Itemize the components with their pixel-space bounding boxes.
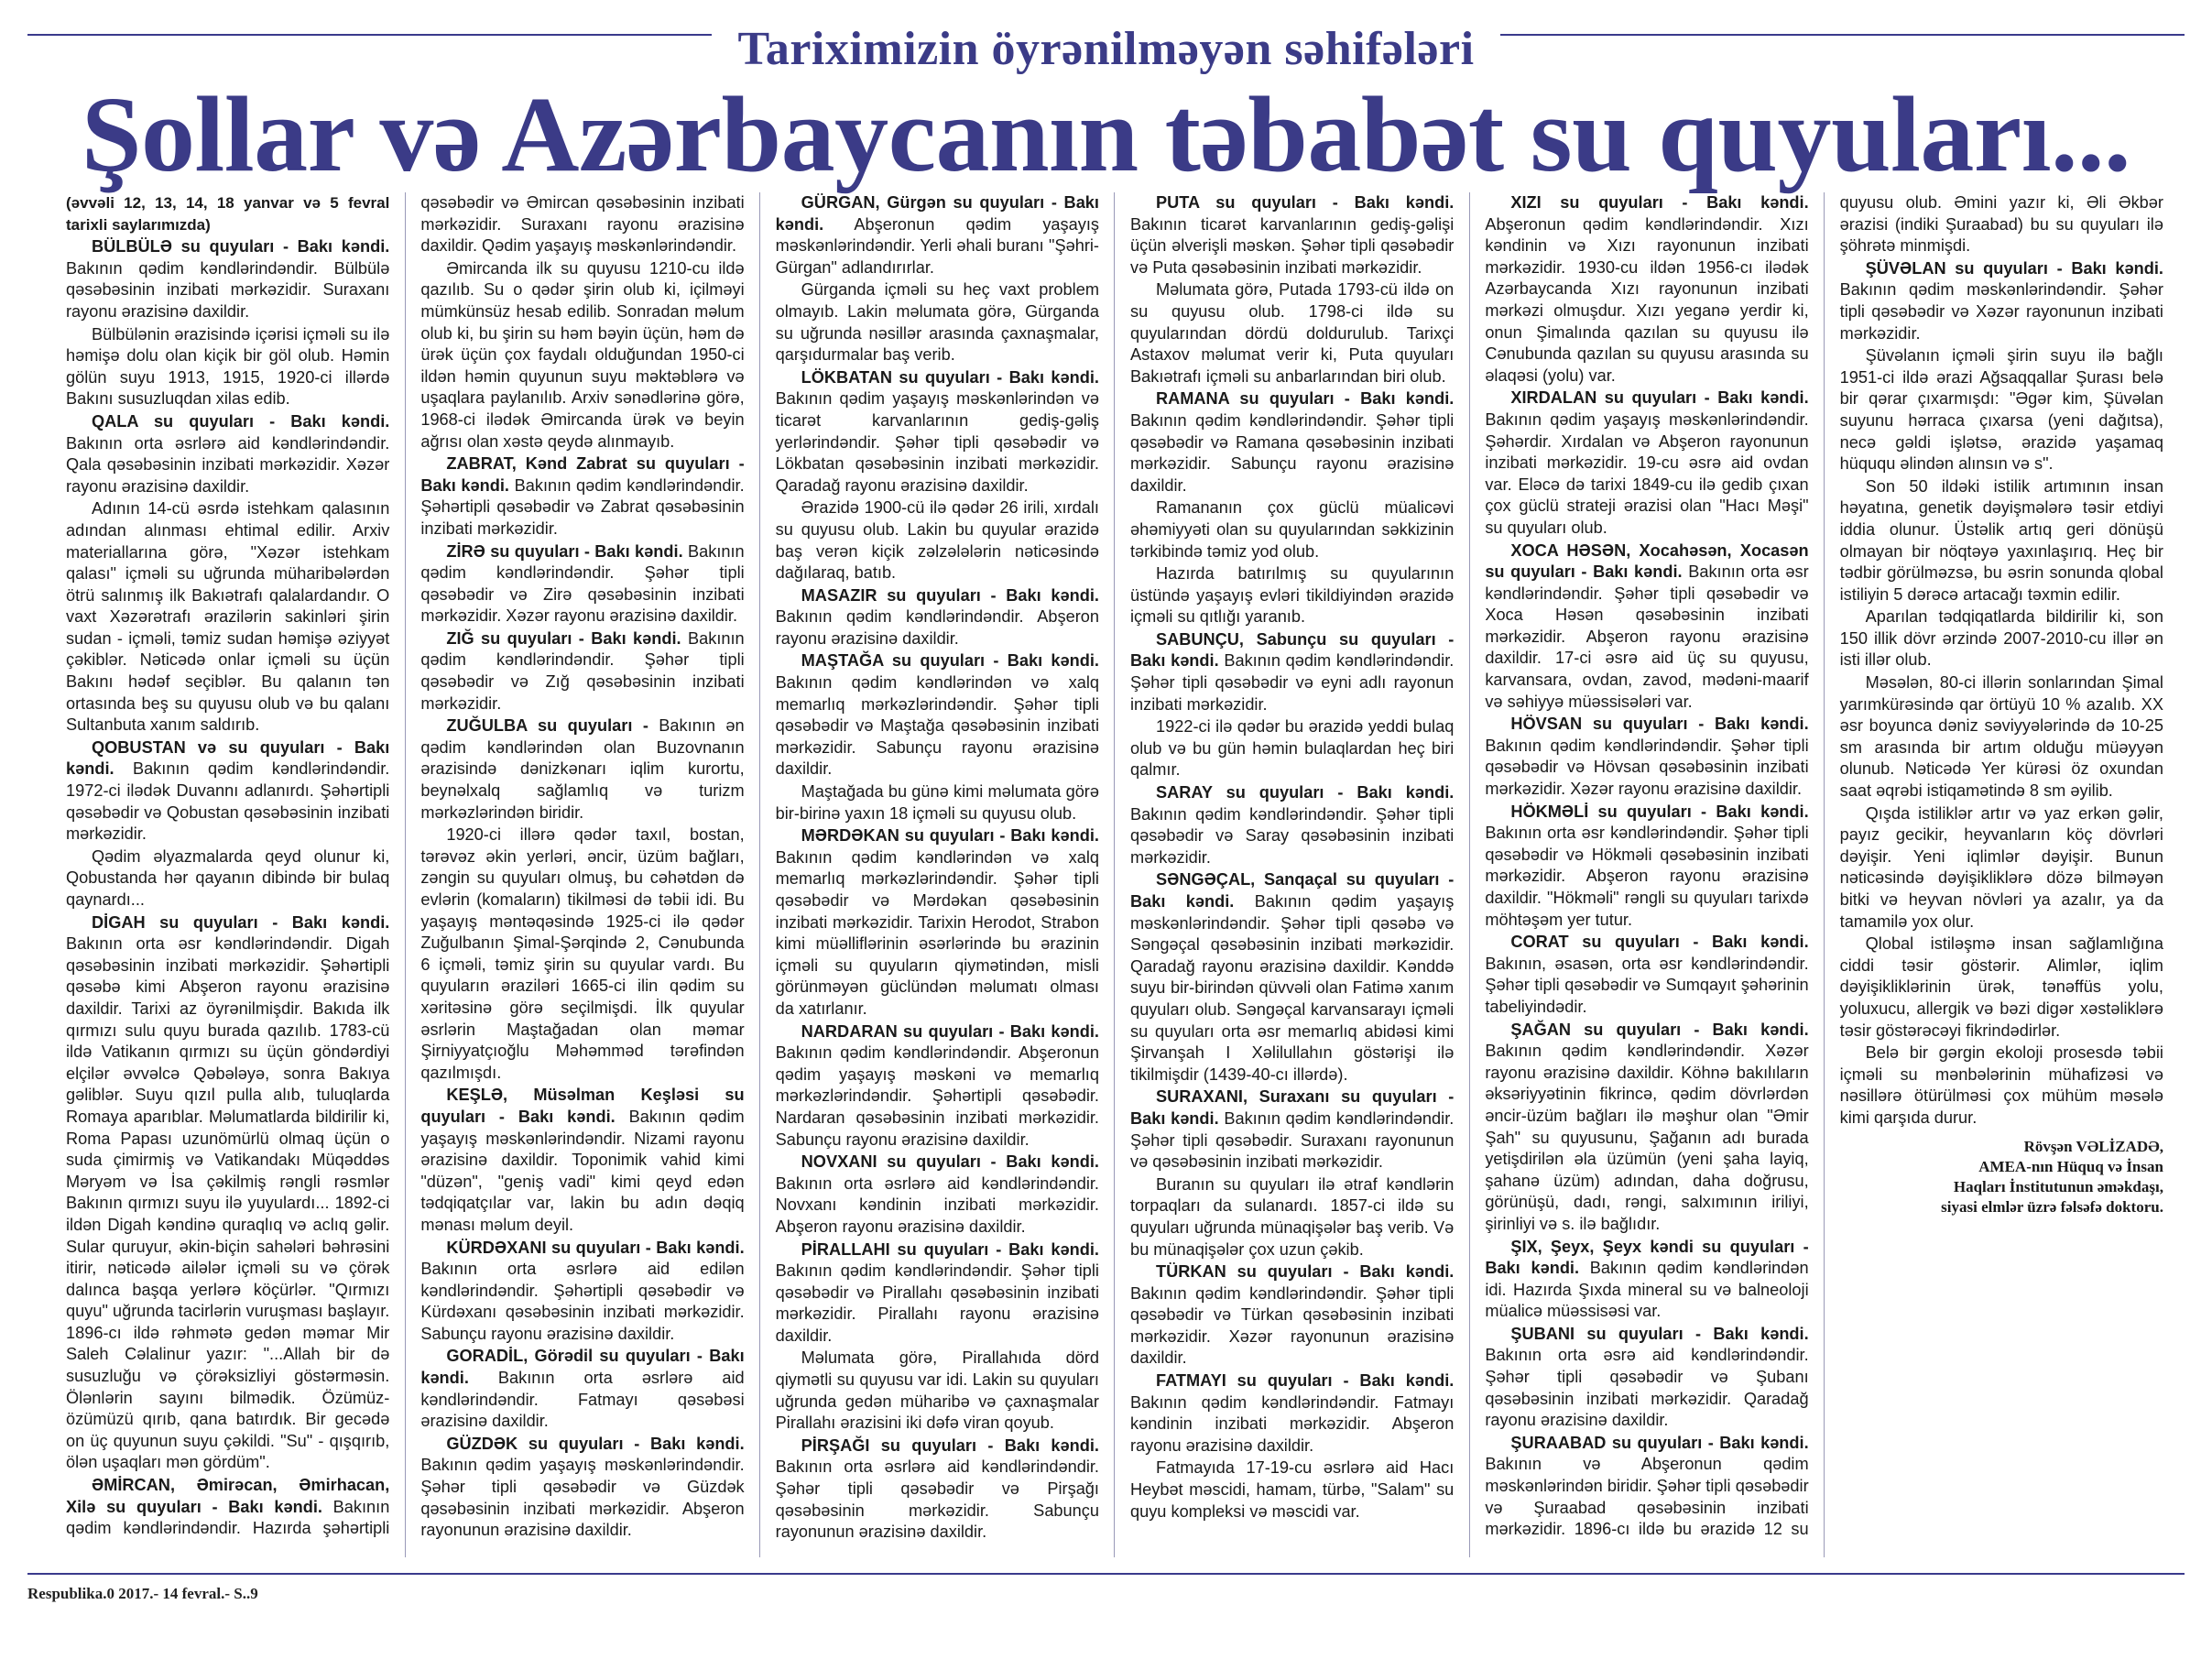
article-paragraph xyxy=(1840,258,2163,344)
paragraph-text: Bakının qədim yaşayış məskənlərindəndir. Şəhər tipli qəsəbə və Səngəçal qəsəbəsinin inzibati mərkəzidir. Qaradağ rayonu ərazisinə daxildir. Kənddə suyu bir-birindən qüvvəli olan Fatimə xanım quyuları olub. Səngəçal karvansarayı içməli su quyuları orta əsr memarlıq abidəsi kimi Şirvanşah I Xəlilullahın göstərişi ilə tikilmişdir (1439-40-cı illərdə). xyxy=(1129,892,1455,1084)
article-paragraph xyxy=(1840,476,2163,606)
article-paragraph xyxy=(1485,387,1808,539)
article-paragraph xyxy=(66,737,389,846)
paragraph-text: Bakının qədim kəndlərindəndir. Şəhər tipli qəsəbədir və Türkan qəsəbəsinin inzibati mərkəzidir. Xəzər rayonunun ərazisinə daxildir. xyxy=(1129,1283,1455,1368)
article-paragraph xyxy=(420,1346,744,1432)
entry-heading: SABUNÇU, Sabunçu su quyuları - Bakı kəndi. xyxy=(1129,629,1455,671)
article-paragraph xyxy=(420,715,744,824)
paragraph-text: Bakının orta əsrlərə aid edilən kəndlərindəndir. Şəhərtipli qəsəbədir və Kürdəxanı qəsəbəsinin inzibati mərkəzidir. Sabunçu rayonu ərazisinə daxildir. xyxy=(420,1260,745,1343)
paragraph-text: Bakının qədim kəndlərindəndir. Şəhər tipli qəsəbədir. Suraxanı rayonunun və qəsəbəsinin inzibati mərkəzidir. xyxy=(1129,1108,1455,1172)
entry-heading: QOBUSTAN və su quyuları - Bakı kəndi. xyxy=(66,737,390,779)
article-paragraph xyxy=(776,367,1099,497)
article-paragraph xyxy=(1840,803,2163,933)
paragraph-text: Abşeronun qədim kəndlərindəndir. Xızı kəndinin və Xızı rayonunun inzibati mərkəzidir. 1930-cu ildən 1956-cı ilədək Azərbaycanda Xızı rayonunun inzibati mərkəzi olmuşdur. Xızı yeganə yerdir ki, onun Şimalında qazılan su quyusu ilə Cənubunda qazılan su quyusu arasında su əlaqəsi (yolu) var. xyxy=(1485,214,1809,385)
article-paragraph xyxy=(66,236,389,322)
article-paragraph xyxy=(776,497,1099,584)
paragraph-text: Bakının orta əsrlərə aid kəndlərindəndir. Qala qəsəbəsinin inzibati mərkəzidir. Xəzər rayonu ərazisinə daxildir. xyxy=(66,433,390,496)
paragraph-text: 1922-ci ilə qədər bu ərazidə yeddi bulaq olub və bu gün həmin bulaqlardan heç biri qalmır. xyxy=(1129,717,1455,780)
entry-heading: PİRALLAHI su quyuları - Bakı kəndi. xyxy=(801,1239,1099,1259)
article-paragraph xyxy=(776,192,1099,278)
article-paragraph xyxy=(420,258,744,453)
article-paragraph xyxy=(1485,192,1808,387)
entry-heading: HÖVSAN su quyuları - Bakı kəndi. xyxy=(1510,715,1809,734)
article-paragraph xyxy=(1130,497,1454,562)
paragraph-text: Məsələn, 80-ci illərin sonlarından Şimal yarımkürəsində qar örtüyü 10 % azalıb. XX əsr boyunca dəniz səviyyələrində də 10-25 sm arasında bir artım olduğu müəyyən olunub. Nəticədə Yer kürəsi öz oxundan saat əqrəbi istiqamətində 8 sm əyilib. xyxy=(1839,673,2163,801)
article-paragraph xyxy=(420,628,744,715)
entry-heading: MƏRDƏKAN su quyuları - Bakı kəndi. xyxy=(801,826,1099,846)
entry-heading: ZIĞ su quyuları - Bakı kəndi. xyxy=(446,628,681,648)
paragraph-text: Ramananın çox güclü müalicəvi əhəmiyyəti olan su quyularından səkkizinin tərkibində təmiz yod olub. xyxy=(1129,498,1455,561)
paragraph-text: Bakının qədim yaşayış məskənlərindəndir. Nizami rayonu ərazisinə daxildir. Toponimik vahid kimi "düzən", "geniş vadi" kimi qeyd edən tədqiqatçılar var, lakin bu adın dəqiq mənası məlum deyil. xyxy=(420,1107,745,1234)
article-paragraph xyxy=(1130,388,1454,497)
paragraph-text: Məlumata görə, Pirallahıda dörd qiymətli su quyusu var idi. Lakin su quyuları uğrunda gedən müharibə və çaxnaşmalar Pirallahı ərazisini iki dəfə viran qoyub. xyxy=(775,1348,1099,1433)
paragraph-text: Bakının orta əsrlərə aid kəndlərindəndir. Şəhər tipli qəsəbədir və Pirşağı qəsəbəsinin mərkəzidir. Sabunçu rayonunun ərazisinə daxildir. xyxy=(775,1457,1099,1542)
entry-heading: FATMAYI su quyuları - Bakı kəndi. xyxy=(1155,1371,1455,1391)
entry-heading: SARAY su quyuları - Bakı kəndi. xyxy=(1155,783,1455,802)
article-paragraph xyxy=(776,650,1099,780)
entry-heading: QALA su quyuları - Bakı kəndi. xyxy=(92,411,390,431)
entry-heading: DİGAH su quyuları - Bakı kəndi. xyxy=(92,912,390,932)
article-paragraph xyxy=(66,324,389,410)
article-paragraph xyxy=(420,1238,744,1346)
article-paragraph xyxy=(1840,1042,2163,1129)
article-paragraph xyxy=(1485,540,1808,714)
paragraph-text: Hazırda batırılmış su quyularının üstündə yaşayış evləri tikildiyindən ərazidə içməli su qıtlığı yaranıb. xyxy=(1129,564,1455,627)
paragraph-text: Fatmayıda 17-19-cu əsrlərə aid Hacı Heybət məscidi, hamam, türbə, "Salam" su quyu kompleksi və məscidi var. xyxy=(1129,1458,1455,1521)
paragraph-text: Bakının ən qədim kəndlərindən olan Buzovnanın ərazisində dənizkənarı iqlim kurortu, beynəlxalq sağlamlıq və turizm mərkəzlərindən biridir. xyxy=(420,716,745,822)
article-paragraph xyxy=(1130,192,1454,278)
entry-heading: XIZI su quyuları - Bakı kəndi. xyxy=(1510,193,1809,212)
article-paragraph xyxy=(1130,716,1454,781)
entry-heading: TÜRKAN su quyuları - Bakı kəndi. xyxy=(1155,1262,1455,1282)
paragraph-text: Məlumata görə, Putada 1793-cü ildə on su quyusu olub. 1798-ci ildə su quyularından dördü doldurulub. Tarixçi Astaxov məlumat verir ki, Puta quyuları Bakıətrafı içməli su anbarlarından biri olub. xyxy=(1129,280,1455,386)
paragraph-text: Bakının qədim kəndlərindəndir. Xəzər rayonu ərazisinə daxildir. Köhnə bakılıların əksəriyyətinin fikrincə, qədim dövrlərdən əncir-üzüm bağları ilə məşhur olan "Əmir Şah" su quyusunu, Şağanın adı burada yetişdirilən əla üzümün (yeni şaha layiq, şahanə üzüm) adından, daha doğrusu, görünüşü, dadı, rəngi, salxımının iriliyi, şirinliyi və s. ilə bağlıdır. xyxy=(1485,1042,1809,1233)
article-paragraph xyxy=(1130,869,1454,1086)
paragraph-text: Bakının ticarət karvanlarının gediş-gəlişi üçün əlverişli məskən. Şəhər tipli qəsəbədir və Puta qəsəbəsinin inzibati mərkəzidir. xyxy=(1129,214,1455,277)
author-affiliation-1: AMEA-nın Hüquq və İnsan xyxy=(1978,1157,2163,1175)
article-body xyxy=(66,192,2163,1557)
paragraph-text: Bakının qədim kəndlərindəndir. Abşeronun qədim yaşayış məskəni və memarlıq mərkəzlərindəndir. Şəhərtipli qəsəbədir. Nardaran qəsəbəsinin inzibati mərkəzidir. Sabunçu rayonu ərazisinə daxildir. xyxy=(775,1043,1099,1149)
paragraph-text: Bakının, əsasən, orta əsr kəndlərindəndir. Şəhər tipli qəsəbədir və Sumqayıt şəhərinin tabeliyindədir. xyxy=(1485,954,1809,1016)
article-paragraph xyxy=(776,1021,1099,1152)
entry-heading: GÜRGAN, Gürgən su quyuları - Bakı kəndi. xyxy=(775,193,1099,234)
paragraph-text: Bakının orta əsr kəndlərindəndir. Digah qəsəbəsinin inzibati mərkəzidir. Şəhərtipli qəsəbə kimi Abşeron rayonu ərazisinə daxildir. Tarixi az öyrənilmişdir. Bakıda ilk qırmızı sulu quyu burada qazılıb. 1783-cü ildə Vatikanın qırmızı su üçün göndərdiyi elçilər əvvəlcə Qəbələyə, sonra Bakıya gəliblər. Suyu qızıl pulla alıb, tuluqlarda Romaya aparıblar. Məlumatlarda bildirilir ki, Roma Papası uzunömürlü olmaq üçün o suda çimirmiş və Vatikandakı Müqəddəs Məryəm və İsa çəkilmiş rəngli rəsmlər Bakının qırmızı suyu ilə yuyulardı... 1892-ci ildən Digah kəndinə quraqlıq və aclıq gəlir. Sular quruyur, əkin-biçin sahələri bəhrəsini itirir, nəticədə ailələr içməli su və çörək dalınca başqa yerlərə köçürlər. "Qırmızı quyu" uğrunda tacirlərin vuruşması başlayır. 1896-cı ildə rəhmətə gedən məmar Mir Saleh Cəlalinur yazır: "...Allah bir də susuzluğu və çörəksizliyi göstərməsin. Ölənlərin sayını bilmədik. Özümüz-özümüzü qırıb, qana batırdık. Bir gecədə on üç quyunun suyu çəkildi. "Su" - qışqırıb, ölən uşaqları mən gördüm". xyxy=(66,934,390,1472)
entry-heading: GÜZDƏK su quyuları - Bakı kəndi. xyxy=(446,1434,745,1453)
author-byline xyxy=(1840,1137,2163,1217)
paragraph-text: Şüvəlanın içməli şirin suyu ilə bağlı 1951-ci ildə ərazi Ağsaqqallar Şurası belə bir qərar çıxarmışdı: "Əgər kim, Şüvəlan suyunu hərraca çıxarsa (yeni dağıtsa), necə gəldi işlətsə, ərazidə yaşamaq hüququ əlindən alınsın və s". xyxy=(1839,346,2163,474)
entry-heading: ƏMİRCAN, Əmirəcan, Əmirhacan, Xilə su quyuları - Bakı kəndi. xyxy=(66,1476,390,1516)
entry-heading: KÜRDƏXANI su quyuları - Bakı kəndi. xyxy=(446,1238,745,1257)
paragraph-text: Bakının qədim kəndlərindən və xalq memarlıq mərkəzlərindəndir. Şəhər tipli qəsəbədir və Mərdəkan qəsəbəsinin inzibati mərkəzidir. Tarixin Herodot, Strabon kimi müəlliflərinin əsərlərində bu ərazinin içməli su quyuların qiymətindən, misli görünməyən güclündən məlumatı olması da xatırlanır. xyxy=(775,847,1099,1018)
paragraph-text: Aparılan tədqiqatlarda bildirilir ki, son 150 illik dövr ərzində 2007-2010-cu illər ən isti illər olub. xyxy=(1839,607,2163,670)
paragraph-text: Bakının qədim kəndlərindəndir. 1972-ci ilədək Duvannı adlanırdı. Şəhərtipli qəsəbədir və Qobustan qəsəbəsinin inzibati mərkəzidir. xyxy=(66,759,390,844)
paragraph-text: Bakının qədim kəndlərindəndir. Hazırda şəhərtipli qəsəbədir və Əmircan qəsəbəsinin inzibati mərkəzidir. Suraxanı rayonu ərazisinə daxildir. Qədim yaşayış məskənlərindəndir. xyxy=(66,193,745,1538)
article-paragraph xyxy=(420,824,744,1084)
paragraph-text: Bakının orta əsr kəndlərindəndir. Şəhər tipli qəsəbədir və Hökməli qəsəbəsinin inzibati mərkəzidir. Abşeron rayonu ərazisinə daxildir. "Hökməli" rəngli su quyuları tarixdə möhtəşəm yer tutur. xyxy=(1485,824,1809,929)
article-paragraph xyxy=(66,411,389,497)
article-paragraph xyxy=(1130,563,1454,628)
entry-heading: SƏNGƏÇAL, Sanqaçal su quyuları - Bakı kəndi. xyxy=(1129,870,1455,911)
section-rubric xyxy=(0,22,2212,76)
entry-heading: NOVXANI su quyuları - Bakı kəndi. xyxy=(801,1152,1099,1172)
paragraph-text: Bakının qədim kəndlərindəndir. Şəhər tipli qəsəbədir və Pirallahı qəsəbəsinin inzibati mərkəzidir. Pirallahı rayonu ərazisinə daxildir. xyxy=(775,1261,1099,1345)
entry-heading: ŞUBANI su quyuları - Bakı kəndi. xyxy=(1510,1324,1809,1343)
paragraph-text: Bakının qədim kəndlərindəndir. Bülbülə qəsəbəsinin inzibati mərkəzidir. Suraxanı rayonu ərazisinə daxildir. xyxy=(66,258,390,321)
paragraph-text: Bakının orta əsrə aid kəndlərindəndir. Şəhər tipli qəsəbədir və Şubanı qəsəbəsinin inzibati mərkəzidir. Qaradağ rayonu ərazisinə daxildir. xyxy=(1485,1346,1809,1430)
article-paragraph xyxy=(776,1348,1099,1434)
author-name: Rövşən VƏLİZADƏ, xyxy=(2023,1137,2163,1155)
paragraph-text: Bakının qədim kəndlərindəndir. Şəhər tipli qəsəbədir və Zirə qəsəbəsinin inzibati mərkəzidir. Xəzər rayonu ərazisinə daxildir. xyxy=(420,541,745,626)
paragraph-text: Bakının orta əsr kəndlərindəndir. Şəhər tipli qəsəbədir və Xoca Həsən qəsəbəsinin inzibati mərkəzidir. Abşeron rayonu ərazisinə daxildir. 17-ci əsrə aid üç su quyusu, karvansara, ovdan, zavod, mədəni-maarif və səhiyyə müəssisələri var. xyxy=(1485,562,1809,711)
author-affiliation-2: Haqları İnstitutunun əməkdaşı, xyxy=(1953,1177,2163,1195)
entry-heading: HÖKMƏLİ su quyuları - Bakı kəndi. xyxy=(1510,802,1809,821)
paragraph-text: Bakının qədim kəndlərindəndir. Şəhər tipli qəsəbədir və Ramana qəsəbəsinin inzibati mərkəzidir. Sabunçu rayonu ərazisinə daxildir. xyxy=(1129,410,1455,495)
paragraph-text: Maştağada bu günə kimi məlumata görə bir-birinə yaxın 18 içməli su quyusu olub. xyxy=(775,782,1099,823)
article-paragraph xyxy=(1485,802,1808,932)
paragraph-text: Bakının qədim yaşayış məskənlərindəndir. Şəhərdir. Xırdalan və Abşeron rayonunun inzibati mərkəzidir. 19-cu əsrə aid ovdan var. Eləcə də tarixi 1849-cu ilə gedib çıxan çox güclü strateji ərazisi olan "Hacı Məşi" su quyuları olub. xyxy=(1485,409,1809,537)
article-paragraph xyxy=(1130,1086,1454,1173)
entry-heading: KEŞLƏ, Müsəlman Keşləsi su quyuları - Bakı kəndi. xyxy=(420,1086,745,1126)
paragraph-text: Qlobal istiləşmə insan sağlamlığına ciddi təsir göstərir. Alimlər, iqlim dəyişikliklərinin ürək, tənəffüs yolu, yoluxucu, allergik və bəzi digər xəstəliklərə təsir göstərəcəyi fikrindədirlər. xyxy=(1839,934,2163,1040)
entry-heading: LÖKBATAN su quyuları - Bakı kəndi. xyxy=(801,367,1099,387)
entry-heading: SURAXANI, Suraxanı su quyuları - Bakı kəndi. xyxy=(1129,1087,1455,1128)
entry-heading: GORADİL, Görədil su quyuları - Bakı kəndi. xyxy=(420,1347,745,1388)
entry-heading: MAŞTAĞA su quyuları - Bakı kəndi. xyxy=(801,651,1099,671)
paragraph-text: Qədim əlyazmalarda qeyd olunur ki, Qobustanda hər qayanın dibində bir bulaq qaynardı... xyxy=(66,846,390,909)
paragraph-text: Bakının qədim kəndlərindəndir. Şəhər tipli qəsəbədir və eyni adlı rayonun inzibati mərkəzidir. xyxy=(1129,651,1455,714)
paragraph-text: Bakının qədim məskənlərindəndir. Şəhər tipli qəsəbədir və Xəzər rayonunun inzibati mərkəzidir. xyxy=(1839,280,2163,343)
article-paragraph xyxy=(1130,279,1454,387)
article-paragraph xyxy=(776,825,1099,1020)
paragraph-text: 1920-ci illərə qədər taxıl, bostan, tərəvəz əkin yerləri, əncir, üzüm bağları, zəngin su quyuları olmuş, bu cəhətdən də evlərin (komaların) tikilməsi də təbii idi. Bu yaşayış məntəqəsində 1925-ci ilə qədər Zuğulbanın Şimal-Şərqində 2, Cənubunda 6 içməli, təmiz şirin su quyular vardı. Bu quyuların əraziləri 1665-ci ilin qədim su xəritəsinə görə seçilmişdi. İlk quyular əsrlərin Maştağadan olan məmar Şirniyyatçıoğlu Məhəmməd tərəfindən qazılmışdı. xyxy=(420,825,745,1082)
paragraph-text: Bakının qədim kəndlərindəndir. Şəhər tipli qəsəbədir və Saray qəsəbəsinin inzibati mərkəzidir. xyxy=(1129,804,1455,867)
article-paragraph xyxy=(1130,1457,1454,1523)
paragraph-text: Belə bir gərgin ekoloji prosesdə təbii içməli su mənbələrinin mühafizəsi və nəsillərə ötürülməsi çox mühüm məsələ kimi qarşıda durur. xyxy=(1839,1043,2163,1127)
entry-heading: XIRDALAN su quyuları - Bakı kəndi. xyxy=(1510,388,1809,408)
paragraph-text: Bülbülənin ərazisində içərisi içməli su ilə həmişə dolu olan kiçik bir göl olub. Həmin gölün suyu 1913, 1915, 1920-ci illərdə Bakını susuzluqdan xilas edib. xyxy=(66,324,390,409)
paragraph-text: Qışda istiliklər artır və yaz erkən gəlir, payız gecikir, heyvanların köç dövrləri dəyişir. Yeni iqlimlər dəyişir. Bunun nəticəsində dəyişikliklərə dözə bilməyən bitki və heyvan növləri ya azalır, ya da tamamilə yox olur. xyxy=(1839,803,2163,931)
paragraph-list xyxy=(66,192,2163,1557)
paragraph-text: Bakının qədim yaşayış məskənlərindən və ticarət karvanlarının gediş-gəliş yerlərindəndir. Şəhər tipli qəsəbədir və Lökbatan qəsəbəsinin inzibati mərkəzidir. Qaradağ rayonu ərazisinə daxildir. xyxy=(775,389,1099,495)
article-paragraph xyxy=(420,1434,744,1542)
article-paragraph xyxy=(1485,1020,1808,1236)
article-headline: Şollar və Azərbaycanın təbabət su quyuları... xyxy=(81,74,2131,194)
entry-heading: PİRŞAĞI su quyuları - Bakı kəndi. xyxy=(801,1435,1099,1455)
article-paragraph xyxy=(420,541,744,628)
article-paragraph xyxy=(1840,672,2163,802)
article-paragraph xyxy=(1130,629,1454,715)
entry-heading: ZABRAT, Kənd Zabrat su quyuları - Bakı kəndi. xyxy=(420,454,745,495)
paragraph-text: Bakının və Abşeronun qədim məskənlərindən biridir. Şəhər tipli qəsəbədir və Şuraabad qəsəbəsinin inzibati mərkəzidir. 1896-cı ildə bu ərazidə 12 su quyusu olub. Əmini yazır ki, Əli Əkbər ərazisi (indiki Şuraabad) bu su quyuları ilə şöhrətə minmişdi. xyxy=(1485,193,2163,1539)
paragraph-text: Bakının qədim kəndlərindəndir. Şəhərtipli qəsəbədir və Zabrat qəsəbəsinin inzibati mərkəzidir. xyxy=(420,475,745,538)
entry-heading: ZİRƏ su quyuları - Bakı kəndi. xyxy=(446,541,683,561)
article-paragraph xyxy=(776,585,1099,650)
entry-heading: CORAT su quyuları - Bakı kəndi. xyxy=(1510,933,1809,952)
paragraph-text: Abşeronun qədim yaşayış məskənlərindəndir. Yerli əhali buranı "Şəhri-Gürgan" adlandırırlar. xyxy=(775,214,1099,277)
bottom-rule xyxy=(27,1573,2185,1575)
article-paragraph xyxy=(776,1152,1099,1238)
article-paragraph xyxy=(66,846,389,911)
entry-heading: ŞIX, Şeyx, Şeyx kəndi su quyuları - Bakı kəndi. xyxy=(1485,1237,1809,1278)
article-paragraph xyxy=(1485,932,1808,1018)
entry-heading: XOCA HƏSƏN, Xocahəsən, Xocasən su quyuları - Bakı kəndi. xyxy=(1485,540,1809,582)
paragraph-text: Bakının qədim kəndlərindəndir. Abşeron rayonu ərazisinə daxildir. xyxy=(775,607,1099,648)
article-paragraph xyxy=(1485,1324,1808,1432)
article-paragraph xyxy=(66,912,389,1474)
entry-heading: PUTA su quyuları - Bakı kəndi. xyxy=(1155,193,1455,212)
article-paragraph xyxy=(1130,1174,1454,1261)
article-paragraph xyxy=(1485,1237,1808,1323)
article-paragraph xyxy=(1840,606,2163,671)
source-footer: Respublika.0 2017.- 14 fevral.- S..9 xyxy=(27,1585,258,1602)
paragraph-text: Bakının qədim kəndlərindən idi. Hazırda Şıxda mineral su və balneoloji müalicə müəssisəsi var. xyxy=(1485,1259,1809,1321)
entry-heading: ŞURAABAD su quyuları - Bakı kəndi. xyxy=(1510,1433,1809,1452)
intro-note: (əvvəli 12, 13, 14, 18 yanvar və 5 fevral tarixli saylarımızda) xyxy=(66,194,390,234)
entry-heading: BÜLBÜLƏ su quyuları - Bakı kəndi. xyxy=(92,237,390,257)
paragraph-text: Bakının orta əsrlərə aid kəndlərindəndir. Fatmayı qəsəbəsi ərazisinə daxildir. xyxy=(420,1369,745,1431)
entry-heading: ZUĞULBA su quyuları - xyxy=(446,716,648,736)
paragraph-text: Bakının qədim kəndlərindəndir. Fatmayı kəndinin inzibati mərkəzidir. Abşeron rayonu ərazisinə daxildir. xyxy=(1129,1392,1455,1455)
paragraph-text: Bakının qədim kəndlərindəndir. Şəhər tipli qəsəbədir və Hövsan qəsəbəsinin inzibati mərkəzidir. Xəzər rayonu ərazisinə daxildir. xyxy=(1485,736,1809,799)
entry-heading: RAMANA su quyuları - Bakı kəndi. xyxy=(1155,389,1455,409)
author-title: siyasi elmlər üzrə fəlsəfə doktoru. xyxy=(1941,1197,2163,1216)
paragraph-text: Bakının qədim kəndlərindən və xalq memarlıq mərkəzlərindəndir. Şəhər tipli qəsəbədir və Maştağa qəsəbəsinin inzibati mərkəzidir. Sabunçu rayonu ərazisinə daxildir. xyxy=(775,673,1099,779)
paragraph-text: Əmircanda ilk su quyusu 1210-cu ildə qazılıb. Su o qədər şirin olub ki, içilməyi mümkünsüz hesab edilib. Sonradan məlum olub ki, bu şirin su həm bəyin üçün, həm də ürək üçün çox faydalı olduğundan 1950-ci ildən həmin quyunun suyu məktəblərə və uşaqlara paylanılıb. Arxiv sənədlərinə görə, 1968-ci ilədək Əmircanda ürək və beyin ağrısı olan xəstə qeydə alınmayıb. xyxy=(420,258,745,451)
paragraph-text: Buranın su quyuları ilə ətraf kəndlərin torpaqları da sulanardı. 1857-ci ildə su quyuları uğrunda münaqişələr baş verib. Və bu münaqişələr çox uzun çəkib. xyxy=(1129,1174,1455,1259)
article-paragraph xyxy=(66,498,389,737)
paragraph-text: Bakının orta əsrlərə aid kəndlərindəndir. Novxanı kəndinin inzibati mərkəzidir. Abşeron rayonu ərazisinə daxildir. xyxy=(775,1173,1099,1236)
article-paragraph xyxy=(420,1085,744,1236)
article-paragraph xyxy=(776,279,1099,366)
article-paragraph xyxy=(1840,345,2163,475)
article-paragraph xyxy=(776,781,1099,824)
paragraph-text: Son 50 ildəki istilik artımının insan həyatına, genetik dəyişmələrə təsir etdiyi iddia olunur. Üstəlik artıq geri dönüşü olmayan bir nöqtəyə yaxınlaşırıq. Heç bir tədbir görülməzsə, bu əsrin sonunda qlobal istiliyin 5 dərəcə artacağı təxmin edilir. xyxy=(1839,476,2163,604)
entry-heading: ŞÜVƏLAN su quyuları - Bakı kəndi. xyxy=(1865,258,2163,278)
article-paragraph xyxy=(1485,714,1808,800)
entry-heading: MASAZIR su quyuları - Bakı kəndi. xyxy=(801,585,1099,605)
paragraph-text: Adının 14-cü əsrdə istehkam qalasının adından alınması ehtimal edilir. Arxiv materiallarına görə, "Xəzər istehkam qalası" içməli su uğrunda müharibələrdən ötrü salınmış ilk Bakıətrafı qalalardandır. O vaxt Xəzərətrafı ərazilərin sakinləri şirin sudan - içməli, təmiz sudan həmişə əziyyət çəkiblər. Nəticədə onlar içməli su üçün Bakını hədəf seçiblər. Bu qalanın tən ortasında beş su quyusu olub və bu qalanı Sultanbuta xanım saldırıb. xyxy=(66,499,390,735)
rubric-text: Tariximizin öyrənilməyən səhifələri xyxy=(712,23,1499,75)
entry-heading: ŞAĞAN su quyuları - Bakı kəndi. xyxy=(1510,1020,1809,1039)
paragraph-text: Ərazidə 1900-cü ilə qədər 26 irili, xırdalı su quyusu olub. Lakin bu quyular ərazidə baş verən kiçik zəlzələlərin nəticəsində dağılaraq, batıb. xyxy=(775,498,1099,583)
article-paragraph xyxy=(420,453,744,540)
article-paragraph xyxy=(1130,1370,1454,1457)
article-paragraph xyxy=(776,1435,1099,1544)
entry-heading: NARDARAN su quyuları - Bakı kəndi. xyxy=(801,1021,1099,1041)
article-paragraph xyxy=(1130,782,1454,868)
article-paragraph xyxy=(1130,1261,1454,1370)
paragraph-text: Bakının qədim yaşayış məskənlərindəndir. Şəhər tipli qəsəbədir və Güzdək qəsəbəsinin inzibati mərkəzidir. Abşeron rayonunun ərazisinə daxildir. xyxy=(420,1456,745,1540)
article-paragraph xyxy=(776,1239,1099,1348)
paragraph-text: Gürganda içməli su heç vaxt problem olmayıb. Lakin məlumata görə, Gürganda su uğrunda nəsillər arasında çaxnaşmalar, qarşıdurmalar baş verib. xyxy=(775,280,1099,365)
paragraph-text: Bakının qədim kəndlərindəndir. Şəhər tipli qəsəbədir və Zığ qəsəbəsinin inzibati mərkəzidir. xyxy=(420,628,745,713)
article-paragraph xyxy=(1840,933,2163,1042)
